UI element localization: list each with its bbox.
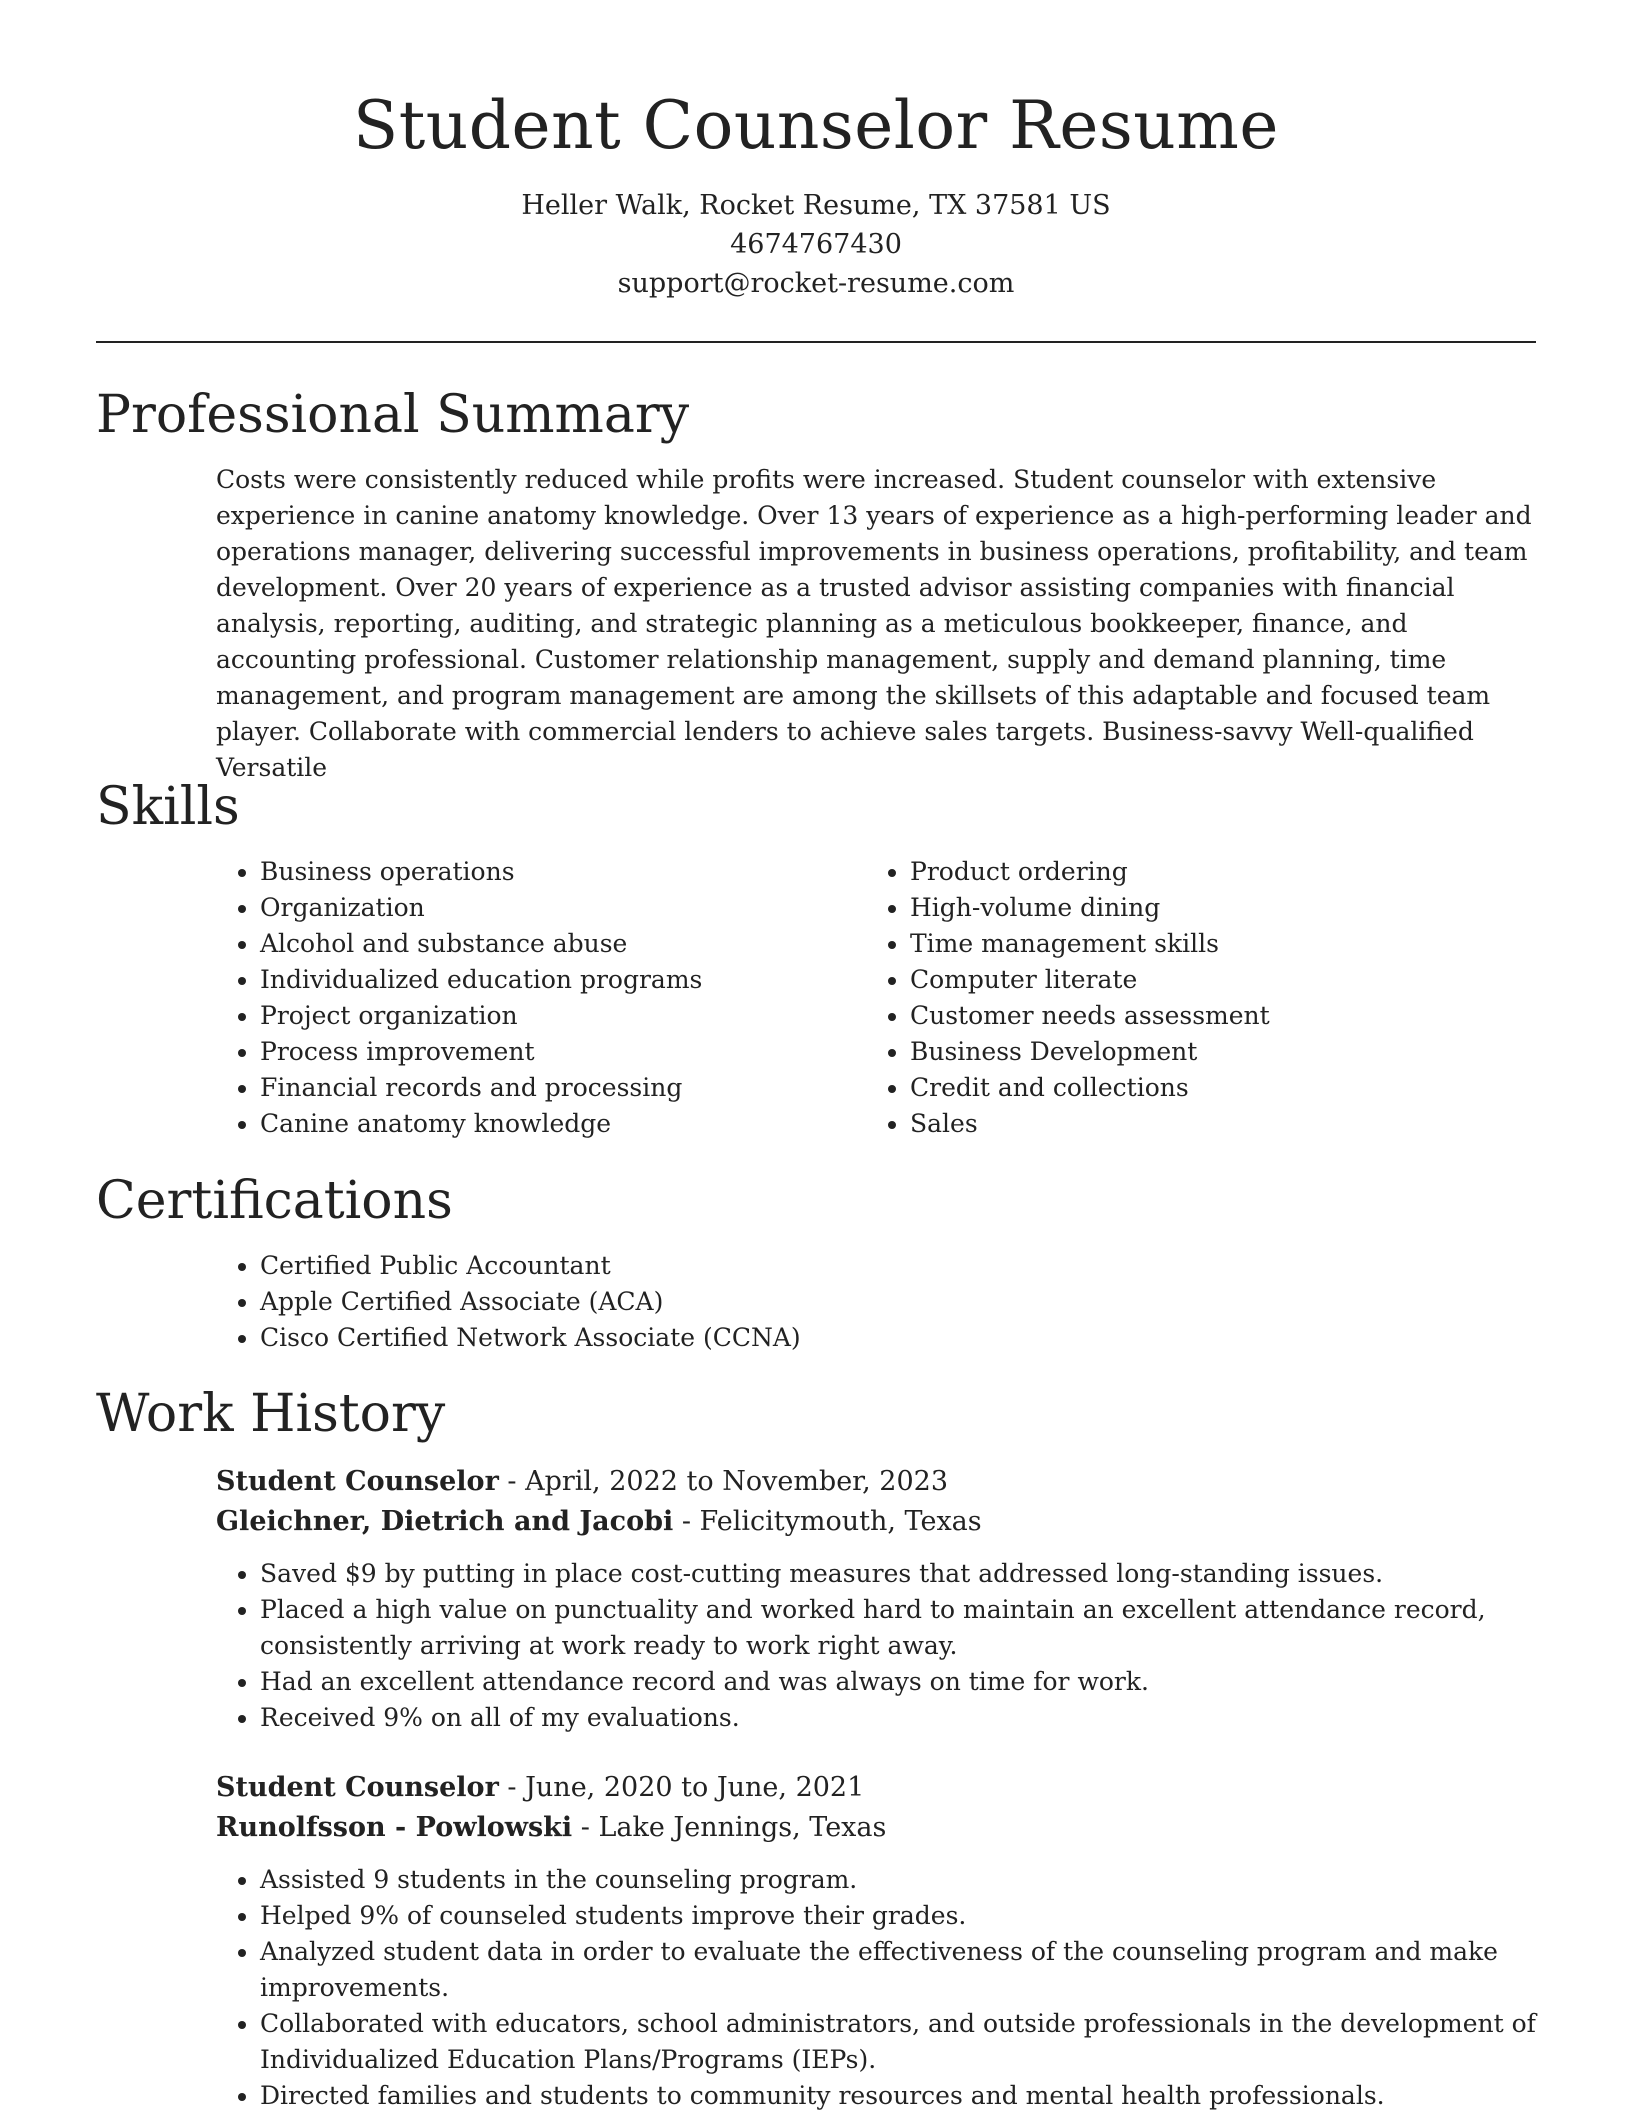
skill-item: • Credit and collections (910, 1070, 1506, 1106)
skills-list-right (866, 854, 1506, 1142)
job-company: Gleichner, Dietrich and Jacobi (216, 1506, 674, 1537)
job-bullet: • Assisted 9 students in the counseling program. (260, 1862, 1536, 1898)
skill-item: • Time management skills (910, 926, 1506, 962)
job-bullet: • Had an excellent attendance record and was always on time for work. (260, 1664, 1536, 1700)
job-dates: June, 2020 to June, 2021 (525, 1772, 865, 1803)
certification-item: • Certified Public Accountant (260, 1248, 1536, 1284)
skill-item: • Computer literate (910, 962, 1506, 998)
contact-email: support@rocket-resume.com (617, 268, 1015, 299)
job-bullet: • Received 9% on all of my evaluations. (260, 1700, 1536, 1736)
job-title-line (216, 1768, 1536, 1808)
job-separator: - (498, 1772, 526, 1803)
skill-item: • Project organization (260, 998, 856, 1034)
resume-header (0, 0, 1632, 303)
job-bullet: • Collaborated with educators, school administrators, and outside professionals in the development of Individualized Education Plans/Programs (IEPs). (260, 2006, 1536, 2078)
skill-item: • Individualized education programs (260, 962, 856, 998)
job-title-line (216, 1462, 1536, 1502)
job-role: Student Counselor (216, 1466, 499, 1497)
skill-item: • Product ordering (910, 854, 1506, 890)
job-company-line (216, 1502, 1536, 1542)
skill-item: • Business operations (260, 854, 856, 890)
certification-item: • Cisco Certified Network Associate (CCNA) (260, 1320, 1536, 1356)
job-separator: - (673, 1506, 700, 1537)
skill-item: • Financial records and processing (260, 1070, 856, 1106)
work-history-heading: Work History (96, 1384, 446, 1444)
job-bullet: • Analyzed student data in order to evaluate the effectiveness of the counseling program and make improvements. (260, 1934, 1536, 2006)
job-entry (216, 1768, 1536, 2114)
certification-item: • Apple Certified Associate (ACA) (260, 1284, 1536, 1320)
job-location: Lake Jennings, Texas (598, 1812, 887, 1843)
contact-phone: 4674767430 (730, 229, 902, 260)
skills-list-left (216, 854, 856, 1142)
job-separator: - (572, 1812, 599, 1843)
job-separator: - (498, 1466, 526, 1497)
skill-item: • Alcohol and substance abuse (260, 926, 856, 962)
summary-text: Costs were consistently reduced while profits were increased. Student counselor with extensive experience in canine anatomy knowledge. Over 13 years of experience as a high-performing leader and operations manager, delivering successful improvements in business operations, profitability, and team development. Over 20 years of experience as a trusted advisor assisting companies with financial analysis, reporting, auditing, and strategic planning as a meticulous bookkeeper, finance, and accounting professional. Customer relationship management, supply and demand planning, time management, and program management are among the skillsets of this adaptable and focused team player. Collaborate with commercial lenders to achieve sales targets. Business-savvy Well-qualified Versatile (216, 465, 1532, 782)
header-divider (96, 341, 1536, 343)
job-bullet: • Saved $9 by putting in place cost-cutting measures that addressed long-standing issues. (260, 1556, 1536, 1592)
job-company-line (216, 1808, 1536, 1848)
skill-item: • Canine anatomy knowledge (260, 1106, 856, 1142)
job-company: Runolfsson - Powlowski (216, 1812, 573, 1843)
skill-item: • Business Development (910, 1034, 1506, 1070)
contact-address: Heller Walk, Rocket Resume, TX 37581 US (521, 190, 1111, 221)
job-bullet: • Placed a high value on punctuality and worked hard to maintain an excellent attendance record, consistently arriving at work ready to work right away. (260, 1592, 1536, 1664)
summary-heading: Professional Summary (96, 385, 690, 445)
skill-item: • Customer needs assessment (910, 998, 1506, 1034)
job-location: Felicitymouth, Texas (699, 1506, 982, 1537)
resume-title: Student Counselor Resume (353, 87, 1279, 164)
job-entry (216, 1462, 1536, 1736)
skill-item: • Organization (260, 890, 856, 926)
job-bullet: • Helped 9% of counseled students improve their grades. (260, 1898, 1536, 1934)
job-bullet: • Directed families and students to community resources and mental health professionals. (260, 2078, 1536, 2114)
skills-heading: Skills (96, 777, 240, 837)
certifications-heading: Certifications (96, 1171, 453, 1231)
skill-item: • Process improvement (260, 1034, 856, 1070)
contact-info (0, 186, 1632, 303)
skill-item: • High-volume dining (910, 890, 1506, 926)
certifications-list (216, 1248, 1536, 1356)
job-dates: April, 2022 to November, 2023 (525, 1466, 948, 1497)
job-role: Student Counselor (216, 1772, 499, 1803)
skill-item: • Sales (910, 1106, 1506, 1142)
